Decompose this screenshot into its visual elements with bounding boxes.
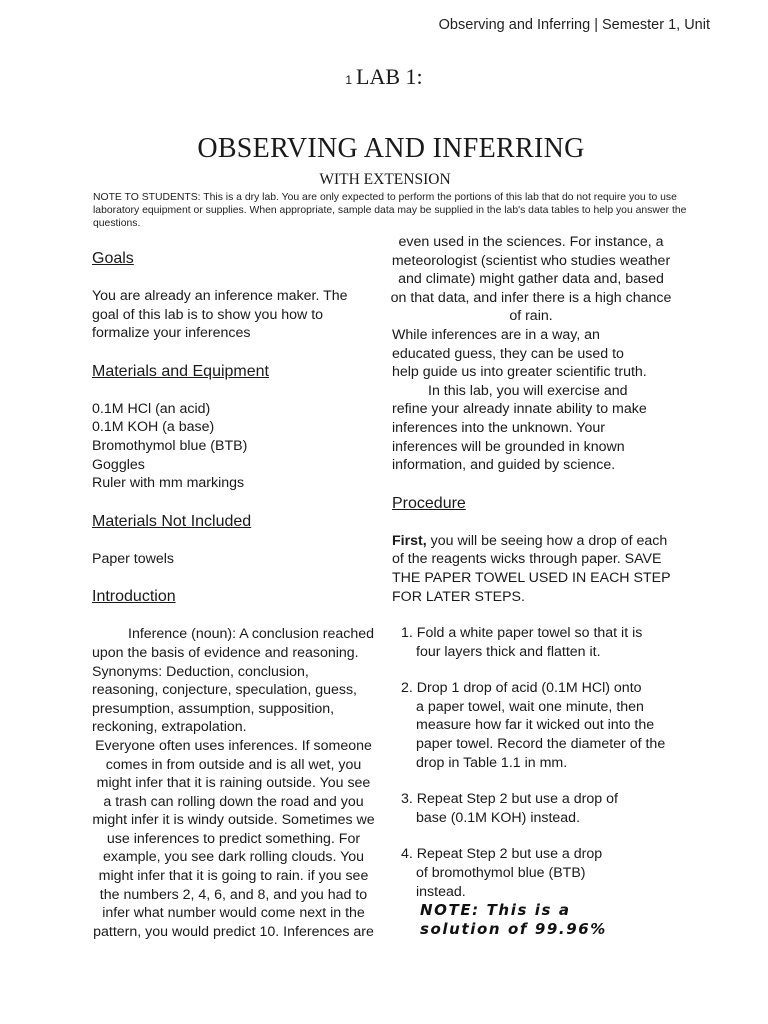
procedure-step-4 [390,845,690,901]
step-text: Repeat Step 2 but use a drop [416,846,603,863]
step-text-cont: base (0.1M KOH) instead. [416,809,581,826]
step-text: Drop 1 drop of acid (0.1M HCl) onto [416,680,642,697]
introduction-paragraph-3: In this lab, you will exercise and refine your already innate ability to make inferences into the unknown. Your inferences will be grounded in known information, and guided by science. [392,382,647,474]
step-number: 2. [401,680,413,697]
step-number: 3. [401,791,413,808]
lab-number [0,64,768,90]
materials-item: Goggles [92,456,145,473]
procedure-heading: Procedure [392,494,466,512]
page-number: 1 [345,73,353,87]
document-subtitle: WITH EXTENSION [319,171,451,188]
not-included-item: Paper towels [92,550,175,567]
document-title: OBSERVING AND INFERRING [197,133,585,164]
introduction-paragraph: Everyone often uses inferences. If someone comes in from outside and is all wet, you might infer that it is raining outside. You see a trash can rolling down the road and you might infer it is windy outside. Sometimes we use inferences to predict something. For example, you see dark rolling clouds. You might infer that it is going to rain. if you see the numbers 2, 4, 6, and 8, and you had to infer what number would come next in the pattern, you would predict 10. Inferences are [92,737,375,940]
materials-item: 0.1M HCl (an acid) [92,400,211,417]
not-included-heading: Materials Not Included [92,512,252,530]
step-text-cont: four layers thick and flatten it. [416,643,601,660]
goals-heading: Goals [92,250,134,267]
step-text: Fold a white paper towel so that it is [416,625,643,642]
procedure-intro-bold: First, [392,532,427,549]
materials-item: Bromothymol blue (BTB) [92,437,248,454]
goals-text: You are already an inference maker. The goal of this lab is to show you how to formalize your inferences [92,288,348,342]
step-number: 1. [401,625,413,642]
procedure-step-1 [390,624,690,661]
step-text: Repeat Step 2 but use a drop of [416,791,618,808]
materials-item: 0.1M KOH (a base) [92,419,215,436]
right-column [390,233,690,939]
note-to-students: NOTE TO STUDENTS: This is a dry lab. You are only expected to perform the portions of this lab that do not require you to use laboratory equipment or supplies. When appropriate, sample data may be supplied in the lab's data tables to help you answer the questions. [93,192,687,229]
handwritten-note-line: NOTE: This is a [420,901,571,920]
step-number: 4. [401,846,413,863]
procedure-intro-text: you will be seeing how a drop of each of the reagents wicks through paper. SAVE THE PAPER TOWEL USED IN EACH STEP FOR LATER STEPS. [392,532,671,605]
handwritten-note [420,901,690,939]
procedure-step-2 [390,679,690,772]
materials-heading: Materials and Equipment [92,362,269,380]
introduction-heading: Introduction [92,588,176,606]
handwritten-note-line: solution of 99.96% [420,920,607,939]
introduction-paragraph-2: While inferences are in a way, an educated guess, they can be used to help guide us into greater scientific truth. [392,326,647,381]
introduction-continued: even used in the sciences. For instance, a meteorologist (scientist who studies weather and climate) might gather data and, based on that data, and infer there is a high chance of rain. [390,234,672,325]
materials-item: Ruler with mm markings [92,475,245,492]
running-header: Observing and Inferring | Semester 1, Unit [438,17,710,33]
procedure-step-3 [390,790,690,827]
procedure-intro [392,532,678,606]
inference-definition: Inference (noun): A conclusion reached upon the basis of evidence and reasoning. Synonyms: Deduction, conclusion, reasoning, conjecture, speculation, guess, presumption, assumption, supposition, reckoning, extrapolation. [92,626,375,736]
lab-label: LAB 1: [356,64,423,89]
left-column [92,249,375,941]
step-text-cont: of bromothymol blue (BTB) instead. [416,865,586,900]
step-text-cont: a paper towel, wait one minute, then measure how far it wicked out into the paper towel. Record the diameter of the drop in Table 1.1 in mm. [416,698,666,771]
